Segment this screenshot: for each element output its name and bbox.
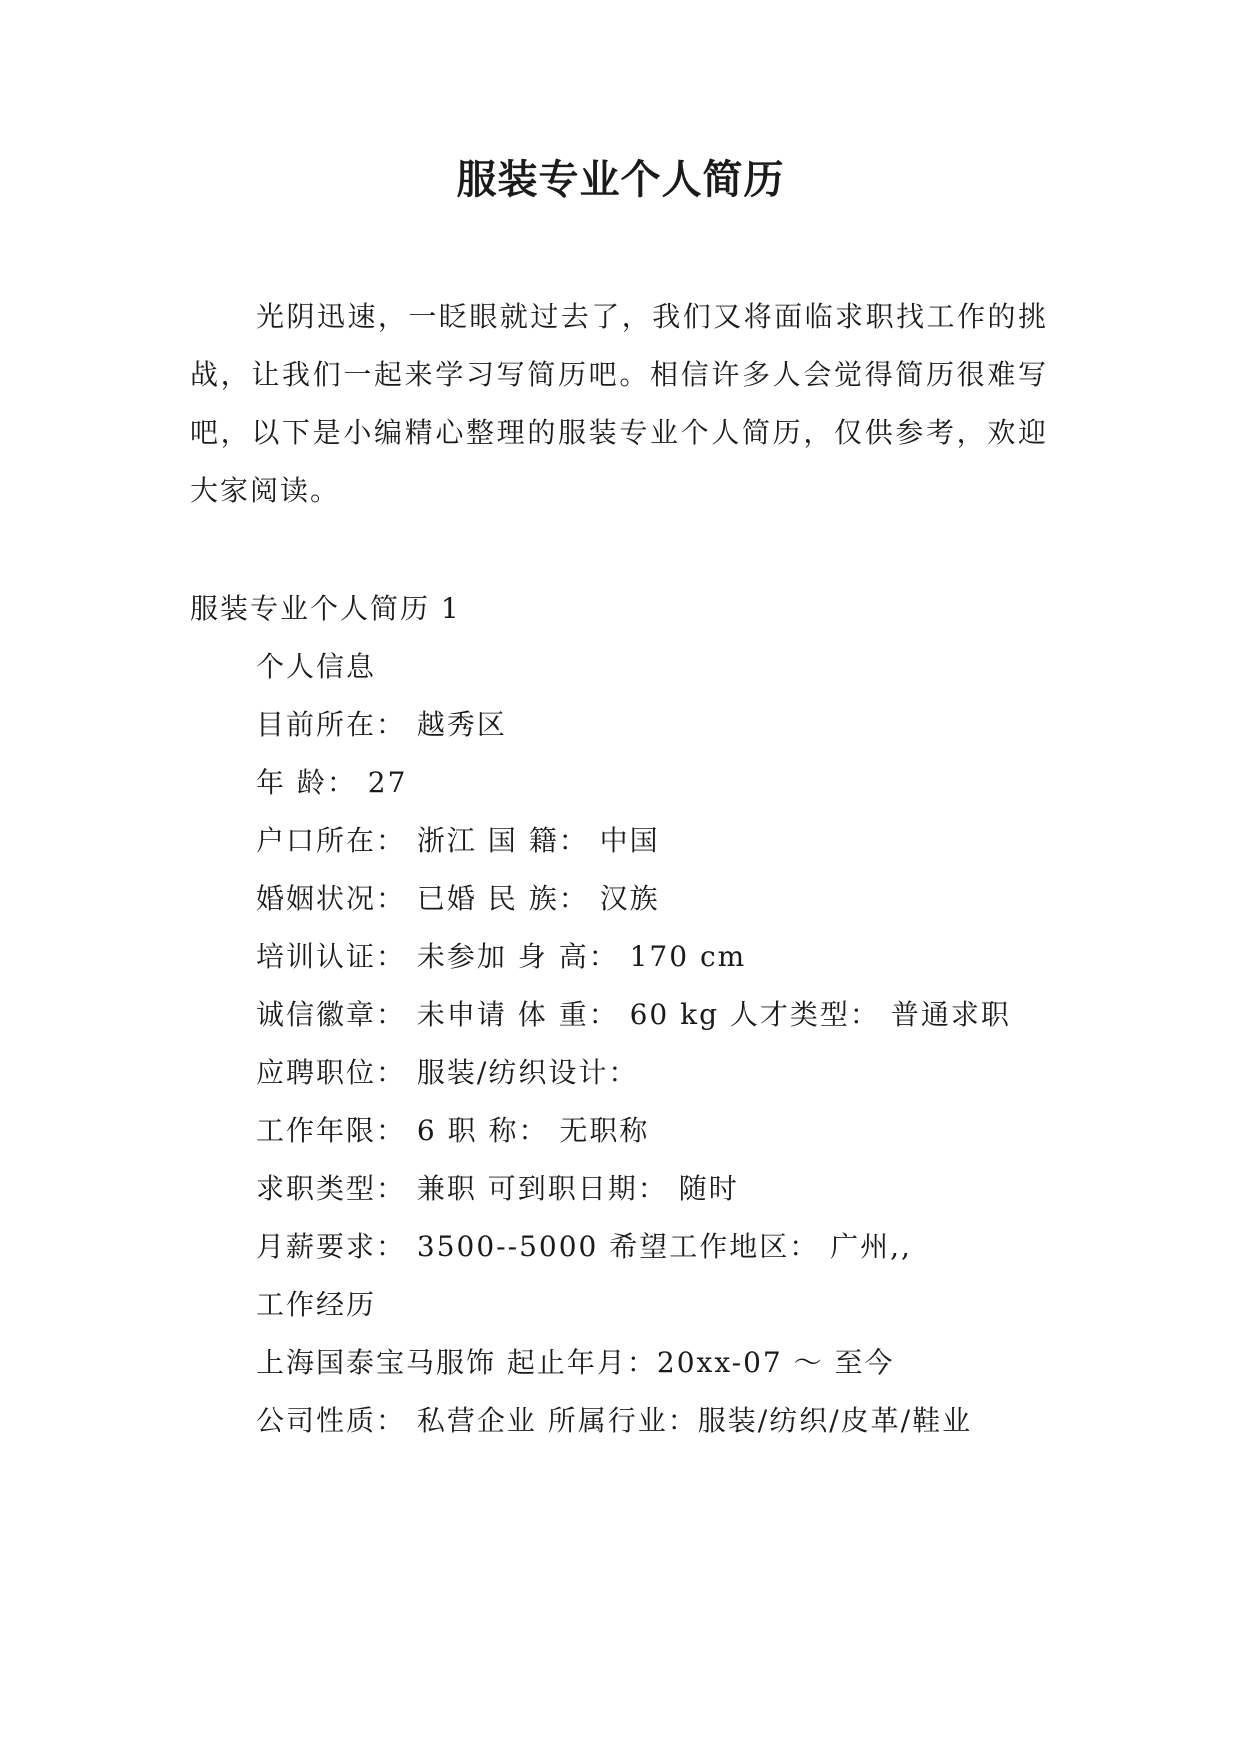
resume-line-marital: 婚姻状况： 已婚 民 族： 汉族: [256, 882, 660, 915]
resume-line-personal-info: 个人信息: [256, 650, 377, 683]
resume-line-company-nature: 公司性质： 私营企业 所属行业：服装/纺织/皮革/鞋业: [256, 1404, 973, 1437]
resume-line-years: 工作年限： 6 职 称： 无职称: [256, 1114, 650, 1147]
section-heading: 服装专业个人简历 1: [190, 592, 461, 625]
resume-line-company: 上海国泰宝马服饰 起止年月：20xx-07 ～ 至今: [256, 1346, 895, 1379]
resume-line-age: 年 龄： 27: [256, 766, 408, 799]
resume-line-training: 培训认证： 未参加 身 高： 170 cm: [256, 940, 747, 973]
resume-line-job-type: 求职类型： 兼职 可到职日期： 随时: [256, 1172, 739, 1205]
resume-body: [190, 638, 1048, 1450]
document-title: 服装专业个人简历: [456, 156, 785, 203]
resume-line-location: 目前所在： 越秀区: [256, 708, 507, 741]
resume-line-work-history: 工作经历: [256, 1288, 377, 1321]
resume-line-position: 应聘职位： 服装/纺织设计：: [256, 1056, 639, 1089]
resume-line-hukou: 户口所在： 浙江 国 籍： 中国: [256, 824, 660, 857]
resume-line-integrity: 诚信徽章： 未申请 体 重： 60 kg 人才类型： 普通求职: [256, 998, 1011, 1031]
resume-line-salary: 月薪要求： 3500--5000 希望工作地区： 广州,,: [256, 1230, 912, 1263]
intro-paragraph: 光阴迅速，一眨眼就过去了，我们又将面临求职找工作的挑战，让我们一起来学习写简历吧。相信许多人会觉得简历很难写吧，以下是小编精心整理的服装专业个人简历，仅供参考，欢迎大家阅读。: [190, 300, 1048, 507]
